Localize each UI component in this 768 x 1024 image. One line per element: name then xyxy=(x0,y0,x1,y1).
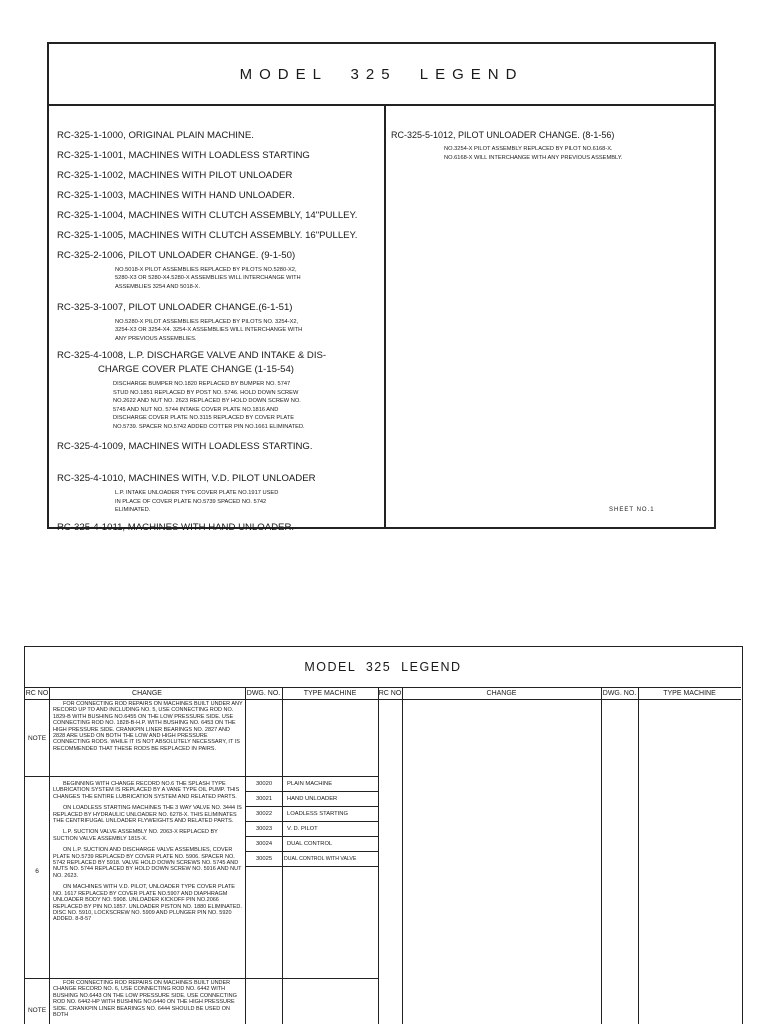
record-entry: RC-325-4-1009, MACHINES WITH LOADLESS STARTING. xyxy=(57,441,313,453)
record-note xyxy=(115,266,382,292)
type-machine: PLAIN MACHINE xyxy=(287,781,333,787)
note-line: STUD NO.1851 REPLACED BY POST NO. 5746. HOLD DOWN SCREW xyxy=(113,389,299,396)
type-machine: LOADLESS STARTING xyxy=(287,811,348,817)
record-note xyxy=(113,380,382,431)
type-machine: HAND UNLOADER xyxy=(287,796,338,802)
note-line: DISCHARGE BUMPER NO.1820 REPLACED BY BUMPER NO. 5747 xyxy=(113,381,291,388)
header-change-2: CHANGE xyxy=(486,690,517,697)
dwg-number: 30020 xyxy=(255,781,273,787)
sheet1-title-bar xyxy=(49,44,714,106)
type-machine: V. D. PILOT xyxy=(287,826,318,832)
change-paragraph: BEGINNING WITH CHANGE RECORD NO.6 THE SPLASH TYPE LUBRICATION SYSTEM IS REPLACED BY A VANE TYPE OIL PUMP. THIS CHANGES THE ENTIRE LUBRICATION SYSTEM AND RELATED PARTS. xyxy=(53,781,240,800)
change-paragraph: ON MACHINES WITH V.D. PILOT, UNLOADER TYPE COVER PLATE NO. 1617 REPLACED BY COVER PLATE NO.5907 AND DIAPHRAGM UNLOADER BODY NO. 5908. UNLOADER KICKOFF PIN NO.2066 REPLACED BY PIN NO.1857. UNLOADER PISTON NO. 1880 ELIMINATED. DISC NO. 5910, LOCKSCREW NO. 5909 AND PLUNGER PIN NO. 5920 ADDED. 8-8-57 xyxy=(53,884,242,923)
note-line: ASSEMBLIES 3254 AND 5018-X. xyxy=(115,283,201,290)
legend-sheet-1 xyxy=(47,42,716,534)
header-dwg-no: DWG. NO. xyxy=(246,690,281,697)
change-text: FOR CONNECTING ROD REPAIRS ON MACHINES BUILT UNDER CHANGE RECORD NO. 6, USE CONNECTING ROD NO. 6442 WITH BUSHING NO.6443 ON THE LOW PRESSURE SIDE. USE CONNECTING ROD NO. 6442-HP WITH BUSHING NO.6440 ON THE HIGH PRESSURE SIDE. CRANKPIN LINER BEARINGS NO. 6444 SHOULD BE USED ON BOTH xyxy=(53,980,237,1019)
record-entry: RC-325-1-1004, MACHINES WITH CLUTCH ASSEMBLY, 14"PULLEY. xyxy=(57,209,358,221)
change-paragraph: L.P. SUCTION VALVE ASSEMBLY NO. 2063-X REPLACED BY SUCTION VALVE ASSEMBLY 1815-X. xyxy=(53,829,218,842)
header-type-machine-2: TYPE MACHINE xyxy=(663,690,716,697)
note-line: ELIMINATED. xyxy=(115,507,151,514)
dwg-number: 30021 xyxy=(255,796,273,802)
grid-line xyxy=(601,688,602,1024)
grid-line xyxy=(378,688,379,1024)
record-entry: RC-325-1-1005, MACHINES WITH CLUTCH ASSEMBLY. 16"PULLEY. xyxy=(57,229,358,241)
change-paragraph: ON LOADLESS STARTING MACHINES THE 3 WAY VALVE NO. 3444 IS REPLACED BY HYDRAULIC UNLOADER NO. 6278-X. THIS ELIMINATES THE CENTRIFUGAL UNLOADER FLYWEIGHTS AND RELATED PARTS. xyxy=(53,805,242,825)
record-note xyxy=(444,145,711,162)
dwg-number: 30022 xyxy=(255,811,273,817)
record-entry: RC-325-5-1012, PILOT UNLOADER CHANGE. (8-1-56) xyxy=(391,130,615,140)
change-text: FOR CONNECTING ROD REPAIRS ON MACHINES BUILT UNDER ANY RECORD UP TO AND INCLUDING NO. 5, USE CONNECTING ROD NO. 1829-B WITH BUSHING NO.6455 ON THE LOW PRESSURE SIDE. USE CONNECTING ROD NO. 1828-B-H.P. WITH BUSHING NO. 6453 ON THE HIGH PRESSURE SIDE. CRANKPIN LINER BEARINGS NO. 2827 AND 2828 ARE USED ON BOTH THE LOW AND HIGH PRESSURE CONNECTING RODS. WHILE IT IS NOT ABSOLUTELY NECESSARY, IT IS RECOMMENDED THAT THESE RODS BE REPLACED IN PAIRS. xyxy=(53,701,243,752)
sheet2-title: MODEL 325 LEGEND xyxy=(304,660,462,674)
header-change: CHANGE xyxy=(132,690,162,697)
rc-number: 6 xyxy=(35,868,39,875)
note-line: L.P. INTAKE UNLOADER TYPE COVER PLATE NO.1917 USED xyxy=(115,490,279,497)
rc-number: NOTE xyxy=(27,735,47,742)
grid-line xyxy=(402,688,403,1024)
record-note xyxy=(115,318,382,344)
type-machine: DUAL CONTROL xyxy=(287,841,333,847)
note-line: 5745 AND NUT NO. 5744 INTAKE COVER PLATE NO.1816 AND xyxy=(113,406,279,413)
header-rc-no-2: RC NO xyxy=(378,690,402,697)
note-line: 3254-X3 OR 3254-X4. 3254-X ASSEMBLIES WILL INTERCHANGE WITH xyxy=(115,327,303,334)
record-entry: RC-325-1-1002, MACHINES WITH PILOT UNLOADER xyxy=(57,169,293,181)
sheet2-title-bar xyxy=(25,647,741,688)
record-entry: RC-325-2-1006, PILOT UNLOADER CHANGE. (9-1-50) xyxy=(57,249,296,261)
grid-line xyxy=(49,688,50,1024)
note-line: NO.5739. SPACER NO.5742 ADDED COTTER PIN NO.1661 ELIMINATED. xyxy=(113,423,305,430)
record-entry-continued: CHARGE COVER PLATE CHANGE (1-15-54) xyxy=(98,364,295,376)
note-line: DISCHARGE COVER PLATE NO.3115 REPLACED BY COVER PLATE xyxy=(113,415,294,422)
sheet1-left-column xyxy=(57,130,382,542)
record-entry: RC-325-4-1011, MACHINES WITH HAND UNLOADER. xyxy=(57,522,295,534)
record-entry: RC-325-1-1003, MACHINES WITH HAND UNLOADER. xyxy=(57,189,295,201)
record-entry: RC-325-4-1010, MACHINES WITH, V.D. PILOT UNLOADER xyxy=(57,473,316,485)
record-entry: RC-325-3-1007, PILOT UNLOADER CHANGE.(6-1-51) xyxy=(57,301,293,313)
grid-line xyxy=(25,699,741,700)
legend-sheet-2 xyxy=(24,646,743,1024)
dwg-number: 30024 xyxy=(255,841,273,847)
record-entry: RC-325-4-1008, L.P. DISCHARGE VALVE AND INTAKE & DIS- xyxy=(57,350,327,362)
header-type-machine: TYPE MACHINE xyxy=(303,690,357,697)
header-rc-no: RC NO xyxy=(25,690,49,697)
note-line: NO.6168-X WILL INTERCHANGE WITH ANY PREVIOUS ASSEMBLY. xyxy=(444,154,623,161)
type-machine: DUAL CONTROL WITH VALVE xyxy=(284,856,357,862)
record-entry: RC-325-1-1000, ORIGINAL PLAIN MACHINE. xyxy=(57,130,254,141)
change-text xyxy=(53,781,243,928)
sheet-number: SHEET NO.1 xyxy=(609,507,655,513)
note-line: ANY PREVIOUS ASSEMBLIES. xyxy=(115,335,197,342)
note-line: NO.5018-X PILOT ASSEMBLIES REPLACED BY PILOTS NO.5280-X2, xyxy=(115,266,297,273)
note-line: NO.5280-X PILOT ASSEMBLIES REPLACED BY PILOTS NO. 3254-X2, xyxy=(115,318,299,325)
rc-number: NOTE xyxy=(27,1007,47,1014)
note-line: NO.3254-X PILOT ASSEMBLY REPLACED BY PILOT NO.6168-X. xyxy=(444,146,613,153)
record-entry: RC-325-1-1001, MACHINES WITH LOADLESS STARTING xyxy=(57,149,310,161)
note-line: NO.2622 AND NUT NO. 2623 REPLACED BY HOLD DOWN SCREW NO. xyxy=(113,398,301,405)
sheet1-right-column xyxy=(391,130,711,169)
grid-line xyxy=(245,866,378,867)
sheet1-column-divider xyxy=(384,106,386,527)
note-line: IN PLACE OF COVER PLATE NO.5739 SPACED NO. 5742 xyxy=(115,498,267,505)
record-note xyxy=(115,489,382,515)
note-line: 5280-X3 OR 5280-X4.5280-X ASSEMBLIES WILL INTERCHANGE WITH xyxy=(115,275,301,282)
header-dwg-no-2: DWG. NO. xyxy=(602,690,637,697)
grid-line xyxy=(638,688,639,1024)
dwg-number: 30025 xyxy=(255,856,273,862)
change-paragraph: ON L.P. SUCTION AND DISCHARGE VALVE ASSEMBLIES, COVER PLATE NO.5739 REPLACED BY COVER PLATE NO. 5906. SPACER NO. 5742 REPLACED BY 5918. VALVE HOLD DOWN SCREWS NO. 5745 AND NUTS NO. 5744 REPLACED BY HOLD DOWN SCREW NO. 5916 AND NUT NO. 2623. xyxy=(53,847,242,879)
dwg-number: 30023 xyxy=(255,826,273,832)
sheet1-title: MODEL 325 LEGEND xyxy=(239,65,524,83)
grid-line xyxy=(25,978,378,979)
